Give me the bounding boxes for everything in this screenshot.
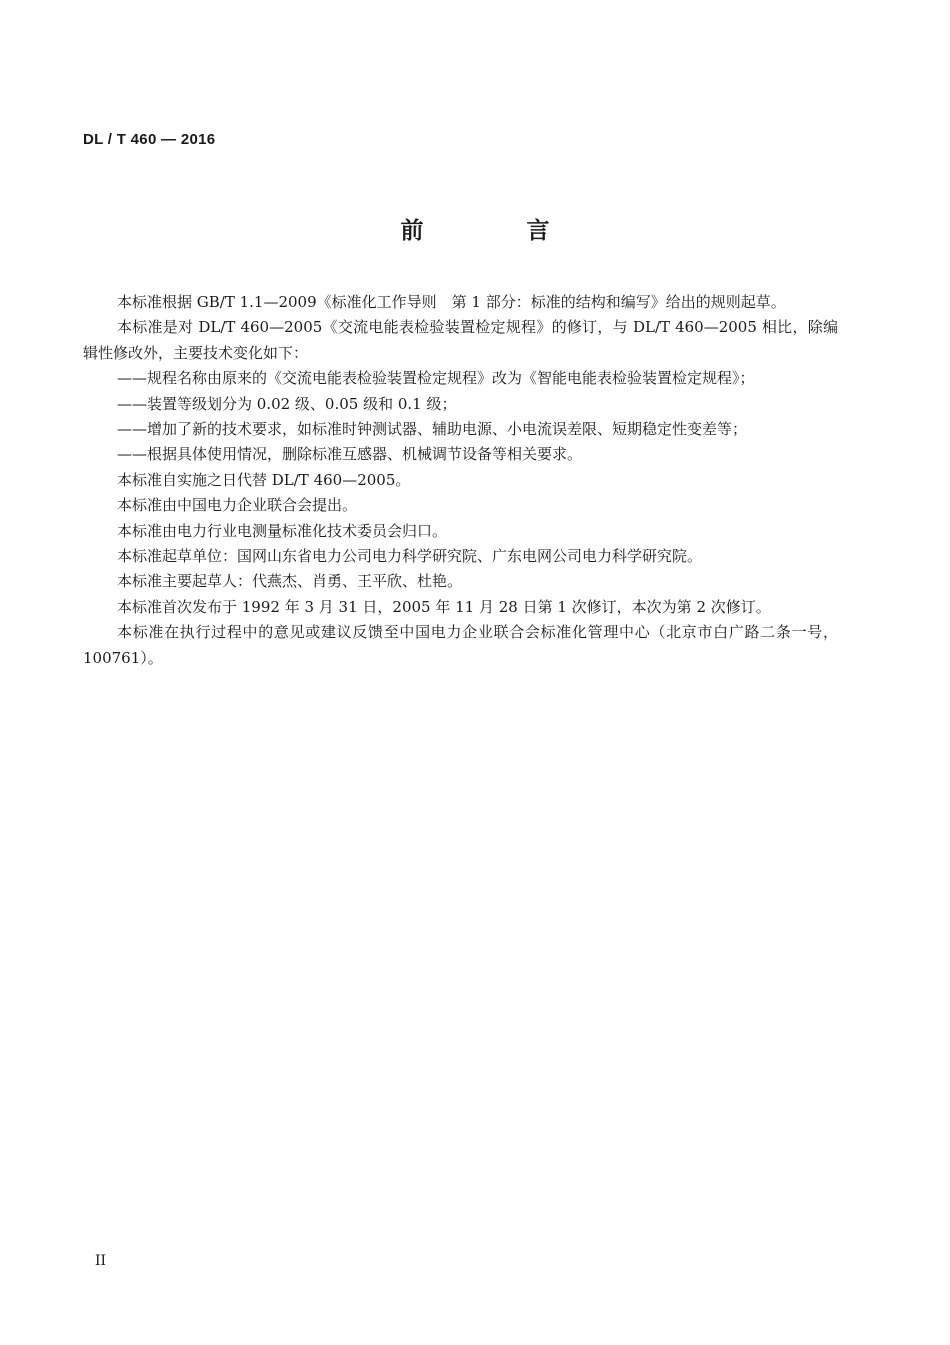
document-code-header: DL / T 460 — 2016 [83,131,216,148]
page-number: II [95,1253,107,1269]
paragraph-drafting-basis: 本标准根据 GB/T 1.1—2009《标准化工作导则 第 1 部分：标准的结构和编写》给出的规则起草。 [117,293,786,311]
paragraph-replaces: 本标准自实施之日代替 DL/T 460—2005。 [117,470,411,489]
paragraph-drafting-units: 本标准起草单位：国网山东省电力公司电力科学研究院、广东电网公司电力科学研究院。 [117,547,703,566]
change-item-new-requirements: ——增加了新的技术要求，如标准时钟测试器、辅助电源、小电流误差限、短期稳定性变差等； [117,420,748,439]
paragraph-centralized-by: 本标准由电力行业电测量标准化技术委员会归口。 [117,521,448,540]
paragraph-publication-history: 本标准首次发布于 1992 年 3 月 31 日，2005 年 11 月 28 日第 1 次修订，本次为第 2 次修订。 [117,597,771,616]
body-text [83,290,838,671]
paragraph-revision-note: 本标准是对 DL/T 460—2005《交流电能表检验装置检定规程》的修订，与 DL/T 460—2005 相比，除编辑性修改外，主要技术变化如下： [83,318,838,362]
change-item-rename: ——规程名称由原来的《交流电能表检验装置检定规程》改为《智能电能表检验装置检定规程》； [117,369,755,388]
change-item-removed-requirements: ——根据具体使用情况，删除标准互感器、机械调节设备等相关要求。 [117,445,583,464]
paragraph-proposed-by: 本标准由中国电力企业联合会提出。 [117,496,358,515]
change-item-grades: ——装置等级划分为 0.02 级、0.05 级和 0.1 级； [117,394,457,413]
paragraph-feedback: 本标准在执行过程中的意见或建议反馈至中国电力企业联合会标准化管理中心（北京市白广路二条一号，100761）。 [83,623,838,667]
section-title: 前 言 [400,217,590,244]
paragraph-drafters: 本标准主要起草人：代燕杰、肖勇、王平欣、杜艳。 [117,572,463,591]
